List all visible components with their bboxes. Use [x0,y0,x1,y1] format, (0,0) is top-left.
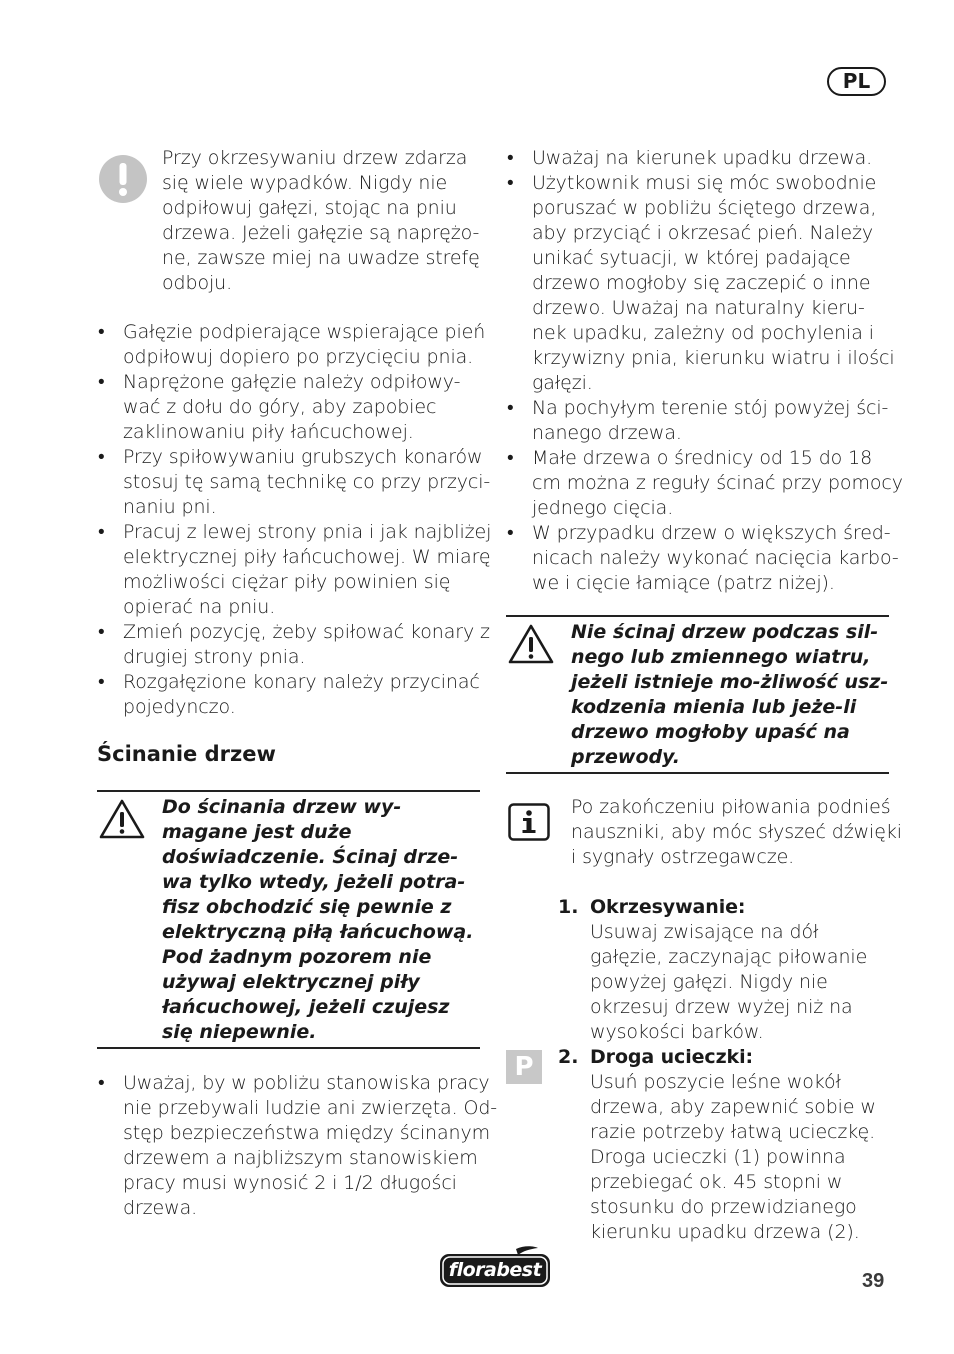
info-note-line: Po zakończeniu piłowania podnieś [571,796,891,818]
warning-text-left [162,795,473,1045]
info-note [571,795,902,870]
warning-line: nego lub zmiennego wiatru, [571,646,871,668]
step-droga-ucieczki [590,1045,876,1245]
info-note-line: i sygnały ostrzegawcze. [571,846,795,868]
step-line: Usuwaj zwisające na dół [590,921,819,943]
step-line: gałęzie, zaczynając piłowanie [590,946,868,968]
intro-note-line: drzewa. Jeżeli gałęzie są naprężo- [162,222,480,244]
bullet-dot: • [507,397,514,419]
step-title: Okrzesywanie: [590,896,746,918]
bullet-dot: • [98,371,105,393]
info-note-line: nauszniki, aby móc słyszeć dźwięki [571,821,902,843]
bullet-dot: • [98,321,105,343]
list-item-line: drzewo. Uważaj na naturalny kieru- [532,297,865,319]
list-item-line: zaklinowaniu piły łańcuchowej. [123,421,414,443]
step-line: kierunku upadku drzewa (2). [590,1221,860,1243]
warning-line: wa tylko wtedy, jeżeli potra- [162,871,466,893]
list-item-line: elektrycznej piły łańcuchowej. W miarę [123,546,491,568]
step-line: przebiegać ok. 45 stopni w [590,1171,843,1193]
warning-line: Pod żadnym pozorem nie [162,946,432,968]
warning-line: fisz obchodzić się pewnie z [162,896,452,918]
warning-line: doświadczenie. Ścinaj drze- [162,846,459,868]
step-line: Droga ucieczki (1) powinna [590,1146,846,1168]
intro-note-line: ne, zawsze miej na uwadze strefę [162,247,480,269]
step-line: stosunku do przewidzianego [590,1196,857,1218]
list-item-line: możliwości ciężar piły powinien się [123,571,451,593]
step-line: Usuń poszycie leśne wokół [590,1071,841,1093]
list-item-line: Zmień pozycję, żeby spiłować konary z [123,621,490,643]
list-item-line: W przypadku drzew o większych śred- [532,522,891,544]
warning-line: kodzenia mienia lub jeże-li [571,696,857,718]
list-item-line: pracy musi wynosić 2 i 1/2 długości [123,1172,457,1194]
warning-line: elektryczną piłą łańcuchową. [162,921,474,943]
warning-triangle-icon [507,623,555,665]
step-line: powyżej gałęzi. Nigdy nie [590,971,828,993]
list-item-line: stosuj tę samą technikę co przy przyci- [123,471,491,493]
bullet-dot: • [98,446,105,468]
list-item-line: Rozgałęzione konary należy przycinać [123,671,480,693]
bullet-dot: • [98,1072,105,1094]
list-item-line: drugiej strony pnia. [123,646,306,668]
logo-text: florabest [448,1259,542,1281]
list-item-line: Na pochyłym terenie stój powyżej ści- [532,397,889,419]
info-icon [508,803,550,841]
intro-note-line: odboju. [162,272,233,294]
warning-line: Do ścinania drzew wy- [162,796,402,818]
bullet-dot: • [507,172,514,194]
list-item-line: nie przebywali ludzie ani zwierzęta. Od- [123,1097,498,1119]
step-title: Droga ucieczki: [590,1046,753,1068]
list-item-line: Przy spiłowywaniu grubszych konarów [123,446,483,468]
step-okrzesywanie [590,895,867,1045]
warning-line: łańcuchowej, jeżeli czujesz [162,996,450,1018]
list-item-line: opierać na pniu. [123,596,276,618]
divider [97,790,480,792]
bullet-dot: • [507,447,514,469]
list-item-line: stęp bezpieczeństwa między ścinanym [123,1122,491,1144]
warning-line: się niepewnie. [162,1021,317,1043]
list-item-line: Użytkownik musi się móc swobodnie [532,172,877,194]
list-item-line: we i cięcie łamiące (patrz niżej). [532,572,835,594]
list-item-line: odpiłowuj dopiero po przycięciu pnia. [123,346,474,368]
bullet-dot: • [507,522,514,544]
list-item-line: pojedynczo. [123,696,236,718]
section-heading: Ścinanie drzew [97,742,276,766]
list-item-line: gałęzi. [532,372,593,394]
p-marker: P [506,1050,542,1084]
intro-note-line: Przy okrzesywaniu drzew zdarza [162,147,468,169]
list-item-line: aby przyciąć i okrzesać pień. Należy [532,222,873,244]
list-item-line: drzewem a najbliższym stanowiskiem [123,1147,478,1169]
list-item-line: Pracuj z lewej strony pnia i jak najbliżej [123,521,492,543]
bullet-dot: • [98,521,105,543]
divider [506,615,889,617]
list-item-line: Uważaj na kierunek upadku drzewa. [532,147,873,169]
list-item-line: drzewo mogłoby się zaczepić o inne [532,272,871,294]
divider [506,772,889,774]
list-item-line: Gałęzie podpierające wspierające pień [123,321,486,343]
intro-note [162,146,480,296]
divider [97,1047,480,1049]
list-item-line: nek upadku, zależny od pochylenia i [532,322,874,344]
step-number: 2. [558,1046,579,1068]
list-item-line: Małe drzewa o średnicy od 15 do 18 [532,447,873,469]
list-item-line: Uważaj, by w pobliżu stanowiska pracy [123,1072,490,1094]
list-item-line: jednego cięcia. [532,497,674,519]
page-number: 39 [862,1270,885,1292]
warning-line: magane jest duże [162,821,352,843]
bullet-dot: • [507,147,514,169]
step-line: razie potrzeby łatwą ucieczkę. [590,1121,876,1143]
exclamation-circle-icon [98,154,148,204]
language-badge: PL [827,67,886,96]
bullet-dot: • [98,671,105,693]
warning-line: Nie ścinaj drzew podczas sil- [571,621,879,643]
warning-line: używaj elektrycznej piły [162,971,420,993]
step-line: wysokości barków. [590,1021,764,1043]
warning-line: drzewo mogłoby upaść na [571,721,850,743]
warning-line: przewody. [571,746,680,768]
list-item-line: unikać sytuacji, w której padające [532,247,851,269]
step-line: drzewa, aby zapewnić sobie w [590,1096,876,1118]
list-item-line: wać z dołu do góry, aby zapobiec [123,396,437,418]
intro-note-line: się wiele wypadków. Nigdy nie [162,172,448,194]
warning-triangle-icon [98,798,146,840]
list-item-line: cm można z reguły ścinać przy pomocy [532,472,903,494]
warning-text-right [571,620,888,770]
list-item-line: Naprężone gałęzie należy odpiłowy- [123,371,461,393]
step-number: 1. [558,896,579,918]
list-item-line: nanego drzewa. [532,422,682,444]
list-item-line: krzywizny pnia, kierunku wiatru i ilości [532,347,895,369]
list-item-line: nicach należy wykonać nacięcia karbo- [532,547,899,569]
step-line: okrzesuj drzew wyżej niż na [590,996,853,1018]
warning-line: jeżeli istnieje mo-żliwość usz- [571,671,889,693]
list-item-line: drzewa. [123,1197,198,1219]
list-item-line: poruszać w pobliżu ściętego drzewa, [532,197,877,219]
florabest-logo [438,1245,552,1290]
intro-note-line: odpiłowuj gałęzi, stojąc na pniu [162,197,457,219]
list-item-line: naniu pni. [123,496,217,518]
bullet-dot: • [98,621,105,643]
